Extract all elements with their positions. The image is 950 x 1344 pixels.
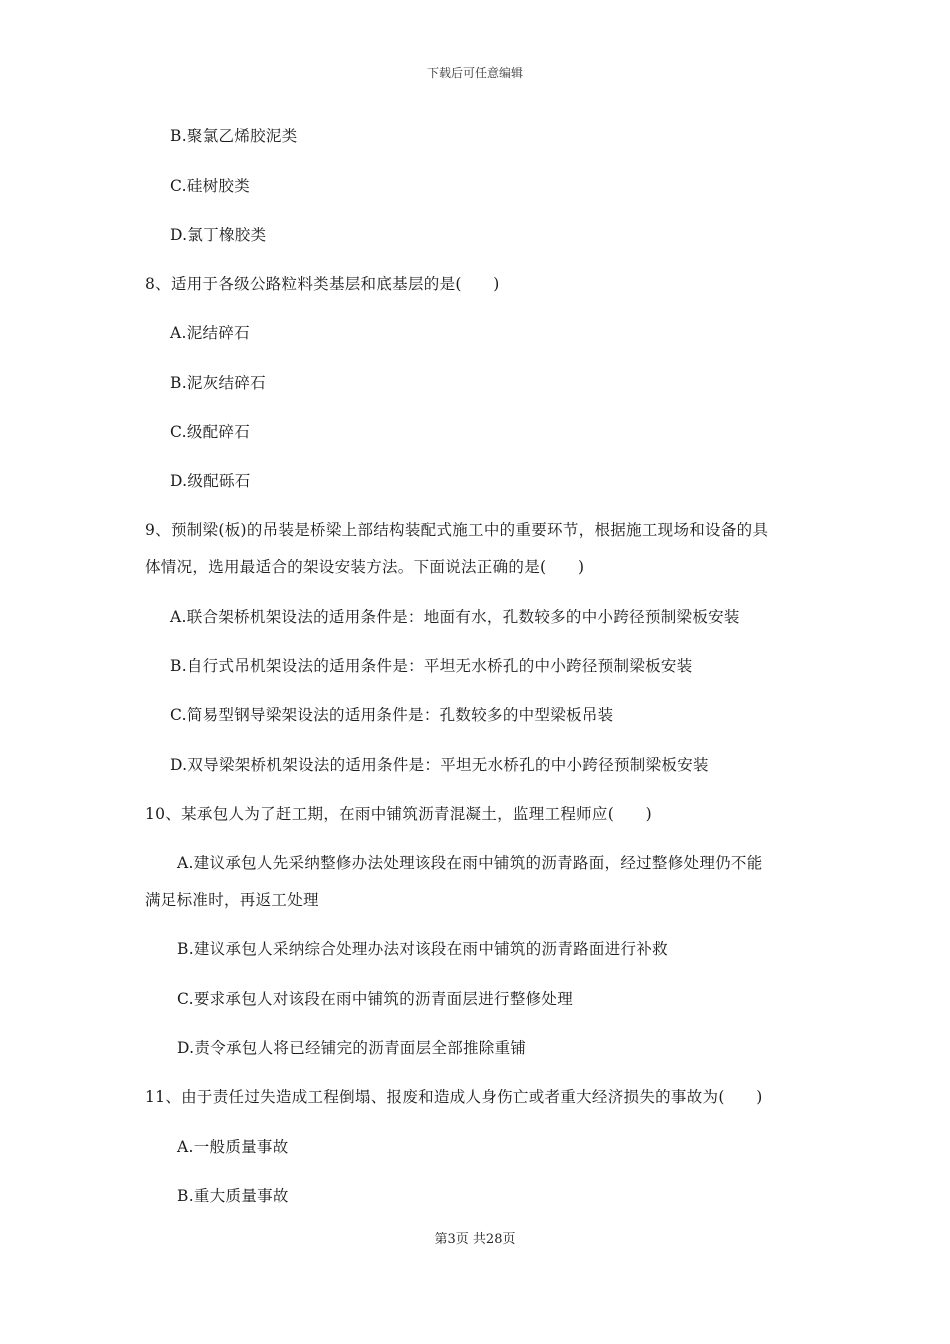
q9-option-a: A.联合架桥机架设法的适用条件是：地面有水，孔数较多的中小跨径预制梁板安装 bbox=[170, 608, 740, 626]
q10-option-c: C.要求承包人对该段在雨中铺筑的沥青面层进行整修处理 bbox=[177, 990, 574, 1008]
q8-option-b: B.泥灰结碎石 bbox=[170, 374, 266, 392]
q10-option-d: D.责令承包人将已经铺完的沥青面层全部推除重铺 bbox=[177, 1039, 527, 1057]
q9-stem-line2: 体情况，选用最适合的架设安装方法。下面说法正确的是( ) bbox=[145, 558, 585, 576]
q9-stem-line1: 9、预制梁(板)的吊装是桥梁上部结构装配式施工中的重要环节，根据施工现场和设备的具 bbox=[145, 521, 769, 539]
page-footer: 第3页 共28页 bbox=[434, 1232, 516, 1247]
q10-stem: 10、某承包人为了赶工期，在雨中铺筑沥青混凝土，监理工程师应( ) bbox=[145, 805, 653, 823]
q10-option-a-line1: A.建议承包人先采纳整修办法处理该段在雨中铺筑的沥青路面，经过整修处理仍不能 bbox=[177, 854, 763, 872]
q11-stem: 11、由于责任过失造成工程倒塌、报废和造成人身伤亡或者重大经济损失的事故为( ) bbox=[145, 1088, 763, 1106]
q7-option-d: D.氯丁橡胶类 bbox=[170, 226, 267, 244]
q10-option-a-line2: 满足标准时，再返工处理 bbox=[145, 891, 319, 909]
q8-stem: 8、适用于各级公路粒料类基层和底基层的是( ) bbox=[145, 275, 500, 293]
q9-option-b: B.自行式吊机架设法的适用条件是：平坦无水桥孔的中小跨径预制梁板安装 bbox=[170, 657, 693, 675]
q8-option-c: C.级配碎石 bbox=[170, 423, 251, 441]
q9-option-c: C.简易型钢导梁架设法的适用条件是：孔数较多的中型梁板吊装 bbox=[170, 706, 614, 724]
q8-option-a: A.泥结碎石 bbox=[170, 324, 250, 342]
q9-option-d: D.双导梁架桥机架设法的适用条件是：平坦无水桥孔的中小跨径预制梁板安装 bbox=[170, 756, 709, 774]
q7-option-b: B.聚氯乙烯胶泥类 bbox=[170, 127, 298, 145]
q11-option-b: B.重大质量事故 bbox=[177, 1187, 289, 1205]
q10-option-b: B.建议承包人采纳综合处理办法对该段在雨中铺筑的沥青路面进行补救 bbox=[177, 940, 668, 958]
q11-option-a: A.一般质量事故 bbox=[177, 1138, 289, 1156]
q7-option-c: C.硅树胶类 bbox=[170, 177, 251, 195]
q8-option-d: D.级配砾石 bbox=[170, 472, 251, 490]
page-header: 下载后可任意编辑 bbox=[426, 66, 523, 80]
